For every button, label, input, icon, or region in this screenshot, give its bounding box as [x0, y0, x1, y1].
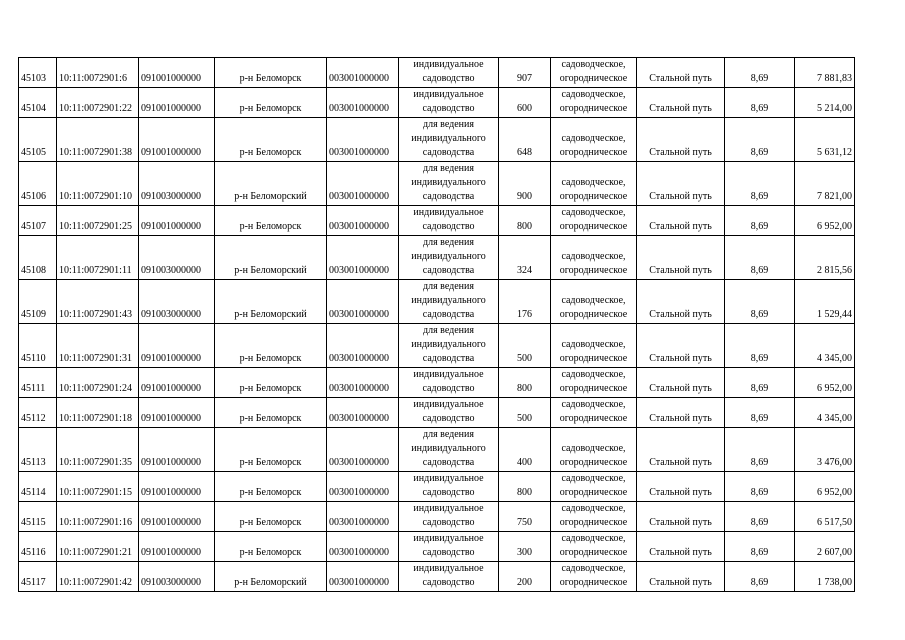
permitted-use-line: садоводство: [422, 547, 475, 558]
permitted-use-line: садоводство: [422, 517, 475, 528]
permitted-use-cell: [399, 562, 499, 592]
oktmo-code-cell: 003001000000: [327, 562, 399, 592]
oktmo-code-cell: 003001000000: [327, 118, 399, 162]
permitted-use-line: индивидуальное: [413, 207, 484, 218]
permitted-use-cell: [399, 280, 499, 324]
okato-code-cell: 091001000000: [139, 502, 215, 532]
use-category-line: садоводческое,: [561, 369, 626, 380]
permitted-use-line: для ведения: [423, 119, 474, 130]
street-name-cell: Стальной путь: [637, 562, 725, 592]
permitted-use-line: садоводства: [422, 457, 475, 468]
street-name-cell: Стальной путь: [637, 532, 725, 562]
permitted-use-line: садоводства: [422, 309, 475, 320]
rate-value-cell: 8,69: [725, 428, 795, 472]
row-number-cell: 45110: [19, 324, 57, 368]
cadastral-value-cell: 2 815,56: [795, 236, 855, 280]
okato-code-cell: 091001000000: [139, 206, 215, 236]
table-row: [19, 280, 855, 324]
permitted-use-line: индивидуальное: [413, 503, 484, 514]
rate-value-cell: 8,69: [725, 472, 795, 502]
cadastral-value-cell: 5 214,00: [795, 88, 855, 118]
plot-area-cell: 200: [499, 562, 551, 592]
row-number-cell: 45113: [19, 428, 57, 472]
row-number-cell: 45114: [19, 472, 57, 502]
row-number-cell: 45115: [19, 502, 57, 532]
cadastral-value-cell: 5 631,12: [795, 118, 855, 162]
table-row: [19, 368, 855, 398]
cadastral-number-cell: 10:11:0072901:24: [57, 368, 139, 398]
use-category-cell: [551, 118, 637, 162]
street-name-cell: Стальной путь: [637, 280, 725, 324]
rate-value-cell: 8,69: [725, 562, 795, 592]
street-name-cell: Стальной путь: [637, 398, 725, 428]
use-category-line: огородническое: [559, 191, 628, 202]
oktmo-code-cell: 003001000000: [327, 280, 399, 324]
cadastral-number-cell: 10:11:0072901:22: [57, 88, 139, 118]
permitted-use-line: индивидуального: [411, 177, 486, 188]
use-category-line: огородническое: [559, 487, 628, 498]
permitted-use-line: садоводство: [422, 487, 475, 498]
cadastral-number-cell: 10:11:0072901:10: [57, 162, 139, 206]
permitted-use-cell: [399, 58, 499, 88]
district-name-cell: р-н Беломорский: [215, 280, 327, 324]
table-row: [19, 502, 855, 532]
oktmo-code-cell: 003001000000: [327, 532, 399, 562]
table-row: [19, 324, 855, 368]
rate-value-cell: 8,69: [725, 398, 795, 428]
rate-value-cell: 8,69: [725, 280, 795, 324]
cadastral-value-cell: 6 517,50: [795, 502, 855, 532]
use-category-cell: [551, 428, 637, 472]
okato-code-cell: 091003000000: [139, 280, 215, 324]
plot-area-cell: 500: [499, 398, 551, 428]
cadastral-number-cell: 10:11:0072901:43: [57, 280, 139, 324]
oktmo-code-cell: 003001000000: [327, 398, 399, 428]
permitted-use-cell: [399, 502, 499, 532]
district-name-cell: р-н Беломорск: [215, 58, 327, 88]
street-name-cell: Стальной путь: [637, 206, 725, 236]
district-name-cell: р-н Беломорск: [215, 368, 327, 398]
cadastral-value-cell: 7 821,00: [795, 162, 855, 206]
permitted-use-line: индивидуального: [411, 295, 486, 306]
okato-code-cell: 091001000000: [139, 58, 215, 88]
permitted-use-cell: [399, 118, 499, 162]
cadastral-value-cell: 2 607,00: [795, 532, 855, 562]
row-number-cell: 45108: [19, 236, 57, 280]
cadastral-number-cell: 10:11:0072901:25: [57, 206, 139, 236]
table-row: [19, 562, 855, 592]
permitted-use-line: садоводство: [422, 577, 475, 588]
cadastral-number-cell: 10:11:0072901:35: [57, 428, 139, 472]
street-name-cell: Стальной путь: [637, 324, 725, 368]
okato-code-cell: 091001000000: [139, 88, 215, 118]
use-category-line: огородническое: [559, 353, 628, 364]
permitted-use-line: садоводство: [422, 73, 475, 84]
permitted-use-line: индивидуальное: [413, 533, 484, 544]
permitted-use-line: для ведения: [423, 281, 474, 292]
permitted-use-cell: [399, 472, 499, 502]
row-number-cell: 45105: [19, 118, 57, 162]
oktmo-code-cell: 003001000000: [327, 206, 399, 236]
permitted-use-line: для ведения: [423, 325, 474, 336]
rate-value-cell: 8,69: [725, 58, 795, 88]
cadastral-number-cell: 10:11:0072901:38: [57, 118, 139, 162]
use-category-line: садоводческое,: [561, 295, 626, 306]
row-number-cell: 45112: [19, 398, 57, 428]
plot-area-cell: 900: [499, 162, 551, 206]
row-number-cell: 45111: [19, 368, 57, 398]
row-number-cell: 45109: [19, 280, 57, 324]
permitted-use-line: индивидуальное: [413, 369, 484, 380]
plot-area-cell: 300: [499, 532, 551, 562]
permitted-use-line: садоводства: [422, 147, 475, 158]
cadastral-number-cell: 10:11:0072901:6: [57, 58, 139, 88]
cadastral-value-cell: 3 476,00: [795, 428, 855, 472]
permitted-use-line: индивидуальное: [413, 473, 484, 484]
use-category-line: садоводческое,: [561, 563, 626, 574]
use-category-line: садоводческое,: [561, 339, 626, 350]
use-category-cell: [551, 324, 637, 368]
cadastral-number-cell: 10:11:0072901:21: [57, 532, 139, 562]
permitted-use-line: индивидуальное: [413, 59, 484, 70]
okato-code-cell: 091001000000: [139, 118, 215, 162]
permitted-use-line: индивидуального: [411, 133, 486, 144]
street-name-cell: Стальной путь: [637, 502, 725, 532]
cadastral-number-cell: 10:11:0072901:42: [57, 562, 139, 592]
cadastral-value-cell: 1 738,00: [795, 562, 855, 592]
plot-area-cell: 800: [499, 472, 551, 502]
table-row: [19, 398, 855, 428]
okato-code-cell: 091003000000: [139, 162, 215, 206]
use-category-line: садоводческое,: [561, 89, 626, 100]
row-number-cell: 45106: [19, 162, 57, 206]
okato-code-cell: 091003000000: [139, 236, 215, 280]
okato-code-cell: 091001000000: [139, 532, 215, 562]
use-category-line: садоводческое,: [561, 251, 626, 262]
cadastral-value-cell: 6 952,00: [795, 368, 855, 398]
table-row: [19, 118, 855, 162]
cadastral-number-cell: 10:11:0072901:11: [57, 236, 139, 280]
district-name-cell: р-н Беломорск: [215, 428, 327, 472]
district-name-cell: р-н Беломорск: [215, 118, 327, 162]
oktmo-code-cell: 003001000000: [327, 236, 399, 280]
street-name-cell: Стальной путь: [637, 118, 725, 162]
use-category-cell: [551, 88, 637, 118]
permitted-use-cell: [399, 368, 499, 398]
plot-area-cell: 648: [499, 118, 551, 162]
use-category-line: садоводческое,: [561, 399, 626, 410]
use-category-line: садоводческое,: [561, 207, 626, 218]
cadastral-number-cell: 10:11:0072901:18: [57, 398, 139, 428]
district-name-cell: р-н Беломорск: [215, 532, 327, 562]
permitted-use-cell: [399, 206, 499, 236]
oktmo-code-cell: 003001000000: [327, 502, 399, 532]
okato-code-cell: 091001000000: [139, 324, 215, 368]
permitted-use-line: для ведения: [423, 237, 474, 248]
permitted-use-cell: [399, 88, 499, 118]
use-category-line: садоводческое,: [561, 533, 626, 544]
permitted-use-line: садоводство: [422, 103, 475, 114]
plot-area-cell: 800: [499, 368, 551, 398]
okato-code-cell: 091001000000: [139, 398, 215, 428]
permitted-use-line: садоводство: [422, 221, 475, 232]
table-body: [19, 58, 855, 592]
cadastral-value-cell: 4 345,00: [795, 398, 855, 428]
row-number-cell: 45107: [19, 206, 57, 236]
use-category-line: огородническое: [559, 457, 628, 468]
district-name-cell: р-н Беломорский: [215, 236, 327, 280]
row-number-cell: 45103: [19, 58, 57, 88]
oktmo-code-cell: 003001000000: [327, 88, 399, 118]
plot-area-cell: 324: [499, 236, 551, 280]
district-name-cell: р-н Беломорск: [215, 502, 327, 532]
district-name-cell: р-н Беломорск: [215, 324, 327, 368]
permitted-use-cell: [399, 236, 499, 280]
cadastral-value-cell: 1 529,44: [795, 280, 855, 324]
use-category-line: огородническое: [559, 221, 628, 232]
use-category-line: огородническое: [559, 383, 628, 394]
rate-value-cell: 8,69: [725, 324, 795, 368]
permitted-use-line: для ведения: [423, 429, 474, 440]
permitted-use-line: индивидуальное: [413, 563, 484, 574]
rate-value-cell: 8,69: [725, 118, 795, 162]
permitted-use-line: индивидуального: [411, 339, 486, 350]
use-category-cell: [551, 472, 637, 502]
street-name-cell: Стальной путь: [637, 236, 725, 280]
table-row: [19, 206, 855, 236]
use-category-line: огородническое: [559, 413, 628, 424]
use-category-cell: [551, 562, 637, 592]
okato-code-cell: 091001000000: [139, 428, 215, 472]
use-category-cell: [551, 280, 637, 324]
permitted-use-cell: [399, 162, 499, 206]
street-name-cell: Стальной путь: [637, 162, 725, 206]
use-category-cell: [551, 58, 637, 88]
row-number-cell: 45117: [19, 562, 57, 592]
cadastral-number-cell: 10:11:0072901:16: [57, 502, 139, 532]
use-category-line: садоводческое,: [561, 503, 626, 514]
use-category-line: огородническое: [559, 577, 628, 588]
plot-area-cell: 176: [499, 280, 551, 324]
rate-value-cell: 8,69: [725, 236, 795, 280]
rate-value-cell: 8,69: [725, 502, 795, 532]
oktmo-code-cell: 003001000000: [327, 162, 399, 206]
district-name-cell: р-н Беломорск: [215, 88, 327, 118]
table-row: [19, 236, 855, 280]
row-number-cell: 45104: [19, 88, 57, 118]
oktmo-code-cell: 003001000000: [327, 324, 399, 368]
oktmo-code-cell: 003001000000: [327, 368, 399, 398]
use-category-cell: [551, 206, 637, 236]
street-name-cell: Стальной путь: [637, 58, 725, 88]
land-plot-table: [18, 57, 855, 592]
oktmo-code-cell: 003001000000: [327, 472, 399, 502]
permitted-use-line: садоводства: [422, 191, 475, 202]
permitted-use-cell: [399, 428, 499, 472]
permitted-use-line: садоводство: [422, 413, 475, 424]
district-name-cell: р-н Беломорск: [215, 206, 327, 236]
permitted-use-line: садоводства: [422, 353, 475, 364]
plot-area-cell: 600: [499, 88, 551, 118]
table-row: [19, 58, 855, 88]
permitted-use-line: индивидуальное: [413, 89, 484, 100]
street-name-cell: Стальной путь: [637, 368, 725, 398]
permitted-use-line: индивидуального: [411, 443, 486, 454]
permitted-use-line: индивидуальное: [413, 399, 484, 410]
rate-value-cell: 8,69: [725, 206, 795, 236]
permitted-use-cell: [399, 532, 499, 562]
use-category-line: садоводческое,: [561, 133, 626, 144]
use-category-line: огородническое: [559, 147, 628, 158]
cadastral-number-cell: 10:11:0072901:31: [57, 324, 139, 368]
plot-area-cell: 500: [499, 324, 551, 368]
use-category-cell: [551, 502, 637, 532]
plot-area-cell: 907: [499, 58, 551, 88]
plot-area-cell: 400: [499, 428, 551, 472]
use-category-line: огородническое: [559, 547, 628, 558]
permitted-use-line: для ведения: [423, 163, 474, 174]
street-name-cell: Стальной путь: [637, 472, 725, 502]
rate-value-cell: 8,69: [725, 88, 795, 118]
okato-code-cell: 091003000000: [139, 562, 215, 592]
oktmo-code-cell: 003001000000: [327, 58, 399, 88]
permitted-use-line: садоводства: [422, 265, 475, 276]
use-category-line: огородническое: [559, 309, 628, 320]
rate-value-cell: 8,69: [725, 368, 795, 398]
use-category-cell: [551, 162, 637, 206]
cadastral-value-cell: 6 952,00: [795, 472, 855, 502]
use-category-line: садоводческое,: [561, 177, 626, 188]
use-category-line: огородническое: [559, 103, 628, 114]
street-name-cell: Стальной путь: [637, 428, 725, 472]
use-category-line: огородническое: [559, 517, 628, 528]
plot-area-cell: 800: [499, 206, 551, 236]
district-name-cell: р-н Беломорский: [215, 562, 327, 592]
district-name-cell: р-н Беломорский: [215, 162, 327, 206]
use-category-line: садоводческое,: [561, 443, 626, 454]
permitted-use-cell: [399, 324, 499, 368]
oktmo-code-cell: 003001000000: [327, 428, 399, 472]
document-page: [18, 57, 855, 592]
use-category-cell: [551, 368, 637, 398]
table-row: [19, 428, 855, 472]
permitted-use-cell: [399, 398, 499, 428]
use-category-cell: [551, 236, 637, 280]
use-category-line: садоводческое,: [561, 473, 626, 484]
use-category-line: огородническое: [559, 73, 628, 84]
plot-area-cell: 750: [499, 502, 551, 532]
table-row: [19, 88, 855, 118]
use-category-cell: [551, 398, 637, 428]
table-row: [19, 532, 855, 562]
street-name-cell: Стальной путь: [637, 88, 725, 118]
cadastral-value-cell: 4 345,00: [795, 324, 855, 368]
cadastral-number-cell: 10:11:0072901:15: [57, 472, 139, 502]
okato-code-cell: 091001000000: [139, 368, 215, 398]
rate-value-cell: 8,69: [725, 532, 795, 562]
okato-code-cell: 091001000000: [139, 472, 215, 502]
row-number-cell: 45116: [19, 532, 57, 562]
district-name-cell: р-н Беломорск: [215, 472, 327, 502]
permitted-use-line: садоводство: [422, 383, 475, 394]
table-row: [19, 162, 855, 206]
district-name-cell: р-н Беломорск: [215, 398, 327, 428]
use-category-line: огородническое: [559, 265, 628, 276]
cadastral-value-cell: 7 881,83: [795, 58, 855, 88]
table-row: [19, 472, 855, 502]
use-category-cell: [551, 532, 637, 562]
use-category-line: садоводческое,: [561, 59, 626, 70]
cadastral-value-cell: 6 952,00: [795, 206, 855, 236]
rate-value-cell: 8,69: [725, 162, 795, 206]
permitted-use-line: индивидуального: [411, 251, 486, 262]
